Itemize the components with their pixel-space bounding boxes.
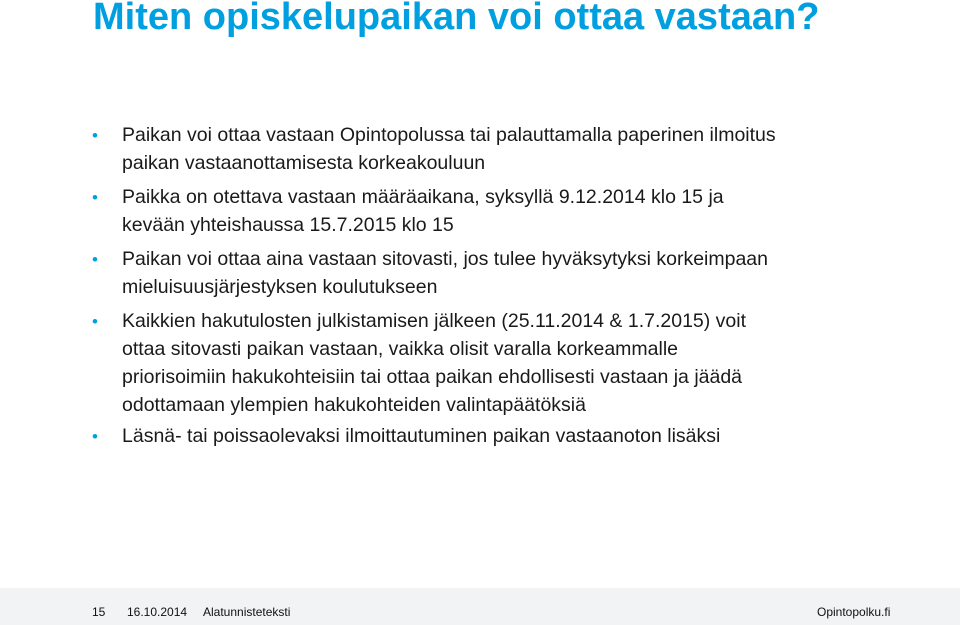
footer-text: Alatunnisteteksti — [203, 605, 291, 619]
bullet-text-line: Paikan voi ottaa aina vastaan sitovasti, jos tulee hyväksytyksi korkeimpaan — [122, 248, 768, 270]
bullet-dot-icon: • — [92, 427, 98, 446]
bullet-text-line: mieluisuusjärjestyksen koulutukseen — [122, 276, 438, 298]
bullet-dot-icon: • — [92, 250, 98, 269]
page-number: 15 — [92, 605, 106, 619]
bullet-dot-icon: • — [92, 312, 98, 331]
bullet-text-line: Kaikkien hakutulosten julkistamisen jälkeen (25.11.2014 & 1.7.2015) voit — [122, 310, 747, 332]
bullet-text-line: Paikan voi ottaa vastaan Opintopolussa tai palauttamalla paperinen ilmoitus — [122, 124, 776, 146]
slide-title: Miten opiskelupaikan voi ottaa vastaan? — [93, 0, 820, 38]
bullet-text-line: kevään yhteishaussa 15.7.2015 klo 15 — [122, 214, 454, 236]
slide-footer — [0, 588, 960, 625]
bullet-text-line: Paikka on otettava vastaan määräaikana, syksyllä 9.12.2014 klo 15 ja — [122, 186, 724, 208]
bullet-text-line: ottaa sitovasti paikan vastaan, vaikka olisit varalla korkeammalle — [122, 338, 679, 360]
bullet-dot-icon: • — [92, 188, 98, 207]
footer-date: 16.10.2014 — [127, 605, 188, 619]
bullet-dot-icon: • — [92, 126, 98, 145]
bullet-text-line: paikan vastaanottamisesta korkeakouluun — [122, 152, 486, 174]
footer-site-name: Opintopolku.fi — [817, 605, 891, 619]
bullet-text-line: odottamaan ylempien hakukohteiden valintapäätöksiä — [122, 394, 586, 416]
bullet-text-line: Läsnä- tai poissaolevaksi ilmoittautuminen paikan vastaanoton lisäksi — [122, 425, 721, 447]
bullet-text-line: priorisoimiin hakukohteisiin tai ottaa paikan ehdollisesti vastaan ja jäädä — [122, 366, 743, 388]
